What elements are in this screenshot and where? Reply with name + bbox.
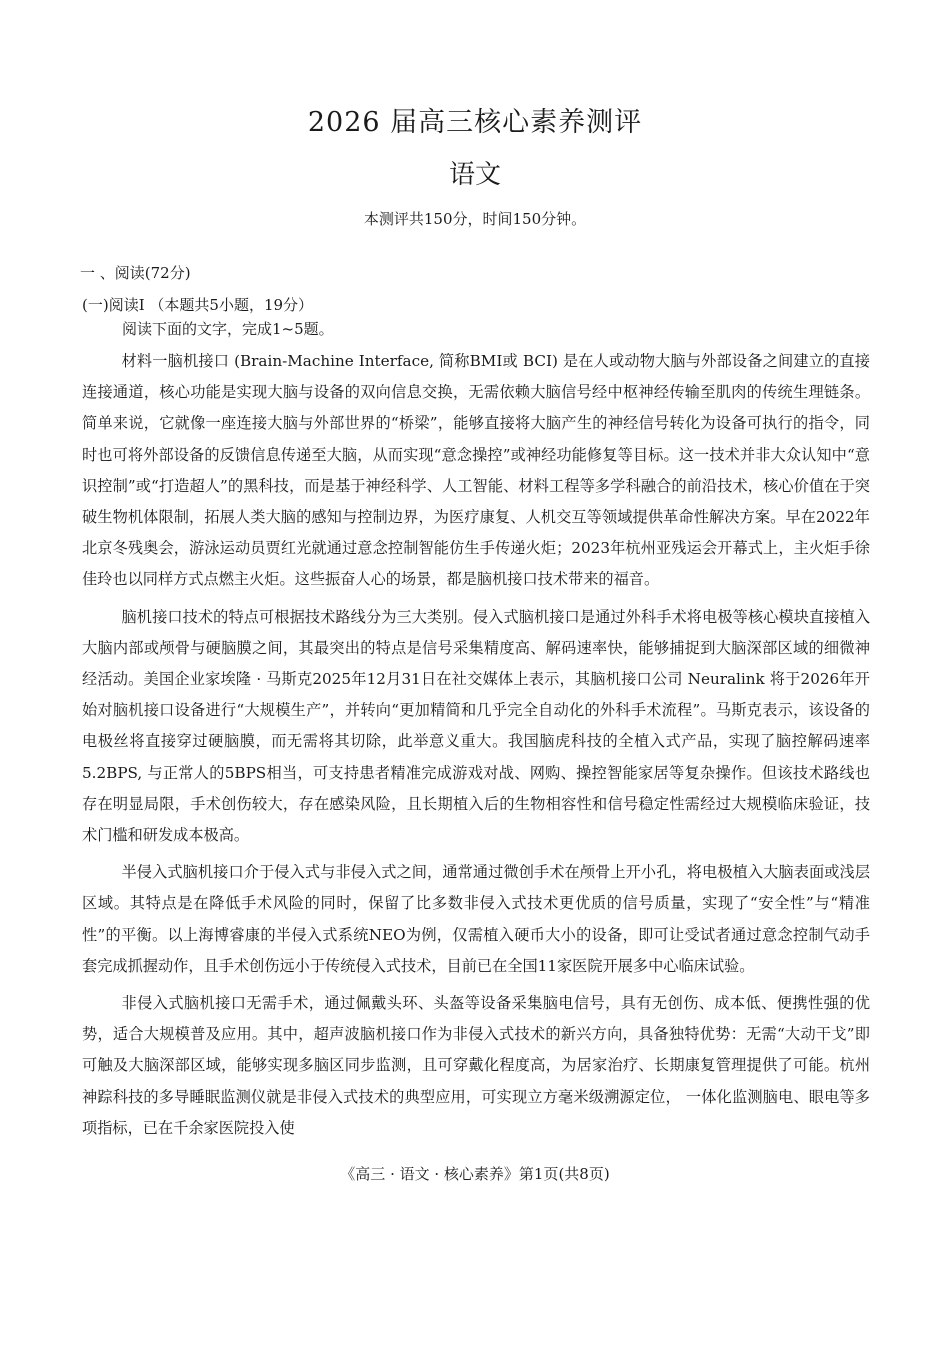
passage-body: [82, 346, 870, 1150]
section-heading: 一 、阅读(72分): [80, 264, 191, 282]
exam-title: 2026 届高三核心素养测评: [307, 107, 643, 138]
passage-paragraph-3: 半侵入式脑机接口介于侵入式与非侵入式之间，通常通过微创手术在颅骨上开小孔，将电极植入大脑表面或浅层区域。其特点是在降低手术风险的同时，保留了比多数非侵入式技术更优质的信号质量，实现了“安全性”与“精准性”的平衡。以上海博睿康的半侵入式系统NEO为例，仅需植入硬币大小的设备，即可让受试者通过意念控制气动手套完成抓握动作，且手术创伤远小于传统侵入式技术，目前已在全国11家医院开展多中心临床试验。: [82, 863, 870, 975]
passage-paragraph-2: 脑机接口技术的特点可根据技术路线分为三大类别。侵入式脑机接口是通过外科手术将电极等核心模块直接植入大脑内部或颅骨与硬脑膜之间，其最突出的特点是信号采集精度高、解码速率快，能够捕捉到大脑深部区域的细微神经活动。美国企业家埃隆 · 马斯克2025年12月31日在社交媒体上表示，其脑机接口公司 Neuralink 将于2026年开始对脑机接口设备进行“大规模生产”，并转向“更加精简和几乎完全自动化的外科手术流程”。马斯克表示，该设备的电极丝将直接穿过硬脑膜，而无需将其切除，此举意义重大。我国脑虎科技的全植入式产品，实现了脑控解码速率5.2BPS, 与正常人的5BPS相当，可支持患者精准完成游戏对战、网购、操控智能家居等复杂操作。但该技术路线也存在明显局限，手术创伤较大，存在感染风险，且长期植入后的生物相容性和信号稳定性需经过大规模临床验证，技术门槛和研发成本极高。: [82, 607, 870, 845]
subject-title: 语文: [448, 160, 501, 190]
exam-note: 本测评共150分，时间150分钟。: [363, 210, 587, 228]
passage-paragraph-1: 材料一脑机接口 (Brain-Machine Interface, 简称BMI或 BCI) 是在人或动物大脑与外部设备之间建立的直接连接通道，核心功能是实现大脑与设备的双向信息交换，无需依赖大脑信号经中枢神经传输至肌肉的传统生理链条。简单来说，它就像一座连接大脑与外部世界的“桥梁”，能够直接将大脑产生的神经信号转化为设备可执行的指令，同时也可将外部设备的反馈信息传递至大脑，从而实现“意念操控”或神经功能修复等目标。这一技术并非大众认知中“意识控制”或“打造超人”的黑科技，而是基于神经科学、人工智能、材料工程等多学科融合的前沿技术，核心价值在于突破生物机体限制，拓展人类大脑的感知与控制边界，为医疗康复、人机交互等领域提供革命性解决方案。早在2022年北京冬残奥会，游泳运动员贾红光就通过意念控制智能仿生手传递火炬；2023年杭州亚残运会开幕式上，主火炬手徐佳玲也以同样方式点燃主火炬。这些振奋人心的场景，都是脑机接口技术带来的福音。: [82, 352, 870, 589]
passage-paragraph-4: 非侵入式脑机接口无需手术，通过佩戴头环、头盔等设备采集脑电信号，具有无创伤、成本低、便携性强的优势，适合大规模普及应用。其中，超声波脑机接口作为非侵入式技术的新兴方向，具备独特优势：无需“大动干戈”即可触及大脑深部区域，能够实现多脑区同步监测，且可穿戴化程度高，为居家治疗、长期康复管理提供了可能。杭州神踪科技的多导睡眠监测仪就是非侵入式技术的典型应用，可实现立方毫米级溯源定位， 一体化监测脑电、眼电等多项指标，已在千余家医院投入使: [82, 994, 870, 1137]
reading-instruction: 阅读下面的文字，完成1~5题。: [122, 320, 334, 338]
page-footer: 《高三 · 语文 · 核心素养》第1页(共8页): [340, 1165, 610, 1183]
section-subheading: (一)阅读I （本题共5小题，19分）: [82, 296, 314, 314]
